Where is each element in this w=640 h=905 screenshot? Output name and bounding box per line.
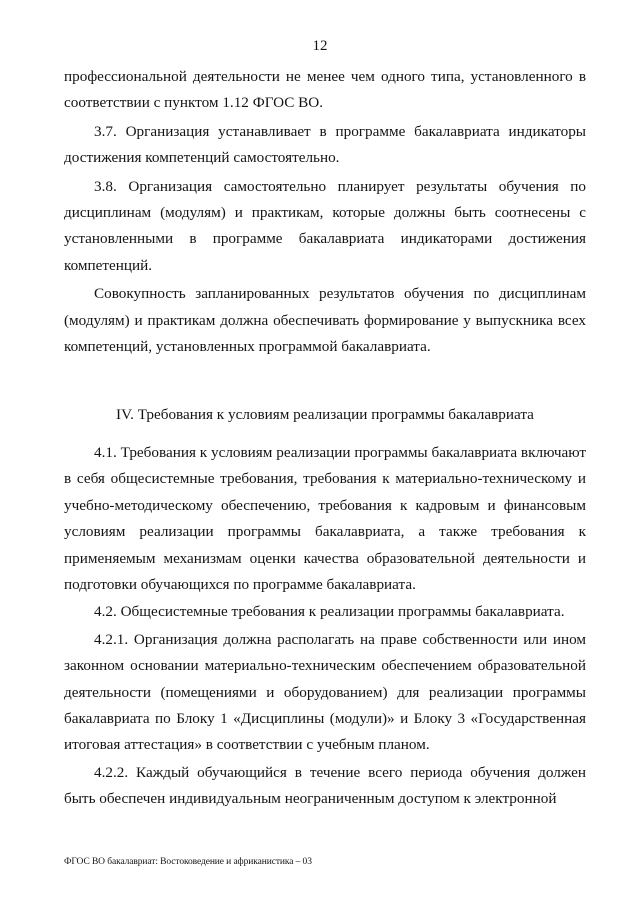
document-body xyxy=(64,64,586,813)
paragraph-3-8: 3.8. Организация самостоятельно планирует результаты обучения по дисциплинам (модулям) и практикам, которые должны быть соотнесены с установленными в программе бакалавриата индикаторами достижения компетенций. xyxy=(64,177,586,274)
paragraph-competencies: Совокупность запланированных результатов обучения по дисциплинам (модулям) и практикам должна обеспечивать формирование у выпускника всех компетенций, установленных программой бакалавриата. xyxy=(64,285,586,356)
paragraph-4-2-1: 4.2.1. Организация должна располагать на праве собственности или ином законном основании материально-техническим обеспечением образовательной деятельности (помещениями и оборудованием) для реализации программы бакалавриата по Блоку 1 «Дисциплины (модули)» и Блоку 3 «Государственная итоговая аттестация» в соответствии с учебным планом. xyxy=(64,630,586,754)
paragraph-4-1: 4.1. Требования к условиям реализации программы бакалавриата включают в себя общесистемные требования, требования к материально-техническому и учебно-методическому обеспечению, требования к кадровым и финансовым условиям реализации программы бакалавриата, а также требования к применяемым механизмам оценки качества образовательной деятельности и подготовки обучающихся по программе бакалавриата. xyxy=(64,443,586,593)
paragraph-4-2-2: 4.2.2. Каждый обучающийся в течение всего периода обучения должен быть обеспечен индивидуальным неограниченным доступом к электронной xyxy=(64,763,586,808)
section-heading: IV. Требования к условиям реализации программы бакалавриата xyxy=(116,406,534,424)
paragraph-4-2: 4.2. Общесистемные требования к реализации программы бакалавриата. xyxy=(94,603,565,621)
paragraph-continuation: профессиональной деятельности не менее чем одного типа, установленного в соответствии с пунктом 1.12 ФГОС ВО. xyxy=(64,68,586,112)
paragraph-3-7: 3.7. Организация устанавливает в программе бакалавриата индикаторы достижения компетенций самостоятельно. xyxy=(64,122,586,167)
page-number: 12 xyxy=(312,38,328,54)
page-footer: ФГОС ВО бакалавриат: Востоковедение и африканистика – 03 xyxy=(64,857,312,867)
